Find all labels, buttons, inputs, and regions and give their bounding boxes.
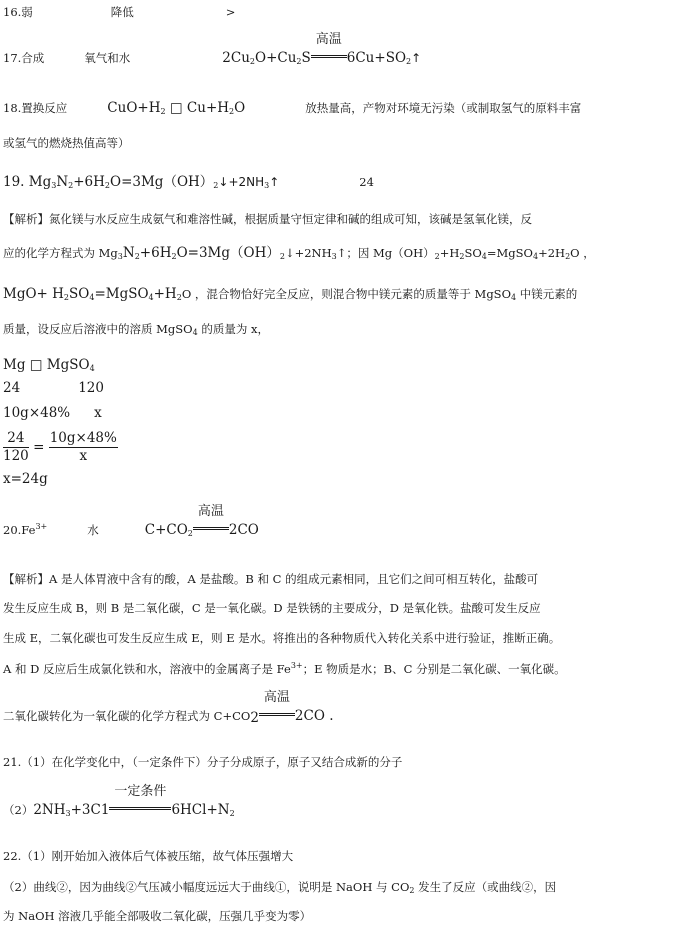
q19-analysis-4: 质量，设反应后溶液中的溶质 MgSO$_4$ 的质量为 x，: [3, 322, 269, 337]
q19-analysis-2: 应的化学方程式为 $Mg_3N_2+6H_2O=3Mg(OH)_2↓+2NH_3↑$；因 $Mg(OH)_2+H_2SO_4=MgSO_4+2H_2O$ ，: [3, 245, 595, 261]
fraction-right: $\frac{10g\times 48\%}{x}$: [49, 430, 117, 464]
q18-number: 18.置换反应: [3, 101, 68, 115]
calc-proportion: $\frac{24}{120}$ = $\frac{10g\times 48\%}{x}$: [3, 430, 117, 464]
q18-reason-1: 放热量高，产物对环境无污染（或制取氢气的原料丰富: [305, 101, 582, 115]
q21-line-2: $(2)2NH_3+3C1$ 一定条件 $6HCl+N_2$: [3, 784, 235, 818]
calc-row-1: 24 120: [3, 380, 104, 396]
calc-result: x=24g: [3, 471, 48, 487]
q17-equation: $2Cu_2O+Cu_2S$ 高温 $6Cu+SO_2↑$: [222, 32, 422, 66]
q20-number: 20.Fe: [3, 523, 36, 537]
q22-line-3: 为 NaOH 溶液几乎能全部吸收二氧化碳，压强几乎变为零）: [3, 909, 312, 923]
q19-equation: 19. $Mg_3N_2+6H_2O=3Mg(OH)_2↓+2NH_3↑$ 24: [3, 174, 374, 190]
q20-analysis-2: 发生反应生成 B，则 B 是二氧化碳，C 是一氧化碳。D 是铁锈的主要成分，D 是氧化铁。盐酸可发生反应: [3, 601, 541, 615]
q17-number: 17.合成: [3, 51, 45, 65]
q16-number: 16.弱: [3, 5, 33, 19]
q20-water: 水: [87, 523, 99, 537]
fraction-left: $\frac{24}{120}$: [3, 430, 29, 464]
calc-row-2: 10g×48% x: [3, 405, 102, 421]
q20-analysis-3: 生成 E，二氧化碳也可发生反应生成 E，则 E 是水。将推出的各种物质代入转化关系中进行验证，推断正确。: [3, 631, 561, 645]
q20-analysis-4: A 和 D 反应后生成氯化铁和水，溶液中的金属离子是 $Fe^{3+}$；E 物质是水；B、C 分别是二氧化碳、一氧化碳。: [3, 661, 566, 676]
q20-analysis-1: 【解析】A 是人体胃液中含有的酸，A 是盐酸。B 和 C 的组成元素相同，且它们之间可相互转化，盐酸可: [3, 572, 539, 586]
q16-answer-a: 降低: [110, 5, 134, 19]
q19-analysis-3: $MgO+ H_2SO_4=MgSO_4+H_2O$ ，混合物恰好完全反应，则混合物中镁元素的质量等于 MgSO$_4$ 中镁元素的: [3, 286, 578, 302]
q18-equation: $CuO+H_2$ □ $Cu+H_2O$: [107, 100, 246, 116]
q16-answer-b: >: [225, 5, 236, 19]
q16-line: [3, 4, 235, 20]
q20-line: $20.Fe^{3+}$ 水 $C+CO_2$ 高温 2CO: [3, 504, 259, 538]
q19-analysis-1: 【解析】氮化镁与水反应生成氨气和难溶性碱，根据质量守恒定律和碱的组成可知，该碱是氢氧化镁，反: [3, 212, 532, 226]
q22-line-2: （2）曲线②，因为曲线②气压减小幅度远远大于曲线①，说明是 NaOH 与 $CO_2$ 发生了反应（或曲线②，因: [3, 880, 557, 895]
q20-equation: $C+CO_2$ 高温 2CO: [144, 504, 259, 538]
gas-arrow-icon: ↑: [411, 51, 422, 65]
q18-reason-2: 或氢气的燃烧热值高等）: [3, 136, 130, 150]
q19-answer: 24: [359, 175, 374, 189]
reaction-condition: 高温: [311, 48, 347, 62]
q17-gases: 氧气和水: [84, 51, 131, 65]
q22-line-1: 22.（1）刚开始加入液体后气体被压缩，故气体压强增大: [3, 849, 294, 863]
q17-line: [3, 32, 422, 66]
calc-header: Mg □ MgSO$_4$: [3, 357, 95, 373]
q20-analysis-5: 二氧化碳转化为一氧化碳的化学方程式为 $C+CO_2$ 高温 2CO .: [3, 690, 334, 726]
q18-line: [3, 100, 581, 116]
q21-line-1: 21.（1）在化学变化中，（一定条件下）分子分成原子，原子又结合成新的分子: [3, 755, 403, 769]
